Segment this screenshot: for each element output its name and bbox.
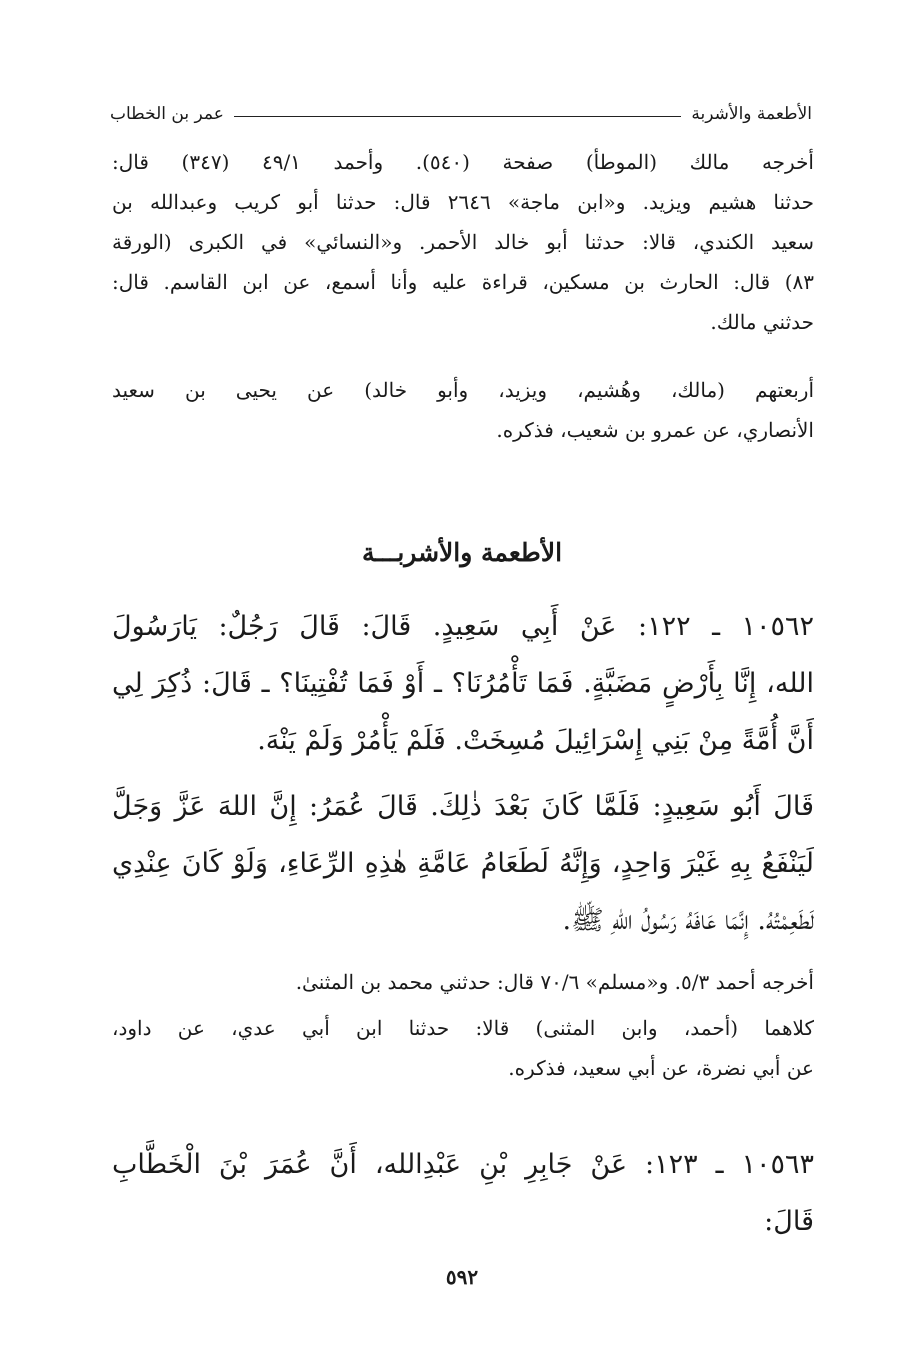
hadith-10563 (112, 1136, 814, 1250)
text-line: أربعتهم (مالك، وهُشيم، ويزيد، وأبو خالد) عن يحيى بن سعيد (112, 378, 814, 402)
hadith-10562-paragraph-1 (112, 598, 814, 769)
hadith-10562-note-paragraph-2 (112, 1008, 814, 1088)
text-line: لَيَنْفَعُ بِهِ غَيْرَ وَاحِدٍ، وَإِنَّهُ لَطَعَامُ عَامَّةِ هٰذِهِ الرِّعَاءِ، وَلَوْ كَانَ عِنْدِي (112, 848, 814, 879)
text-line: قَالَ: (764, 1206, 814, 1237)
text-line: كلاهما (أحمد، وابن المثنى) قالا: حدثنا ابن أبي عدي، عن داود، (112, 1016, 814, 1040)
text-line: قَالَ أَبُو سَعِيدٍ: فَلَمَّا كَانَ بَعْدَ ذٰلِكَ. قَالَ عُمَرُ: إِنَّ اللهَ عَزَّ وَجَلَّ (112, 791, 814, 822)
running-header (110, 96, 812, 132)
footnote-previous (112, 142, 814, 342)
text-line: أَنَّ أُمَّةً مِنْ بَنِي إِسْرَائِيلَ مُسِخَتْ. فَلَمْ يَأْمُرْ وَلَمْ يَنْهَ. (257, 725, 814, 756)
text-line: سعيد الكندي، قالا: حدثنا أبو خالد الأحمر. و«النسائي» في الكبرى (الورقة (112, 230, 814, 254)
text-line: لَطَعِمْتُهُ. إِنَّمَا عَافَهُ رَسُولُ اللهِ ﷺ. (562, 905, 814, 936)
hadith-10562-paragraph-2 (112, 778, 814, 949)
page-number: ٥٩٢ (445, 1265, 479, 1289)
text-line: عن أبي نضرة، عن أبي سعيد، فذكره. (508, 1056, 814, 1080)
text-line: الله، إِنَّا بِأَرْضٍ مَضَبَّةٍ. فَمَا تَأْمُرُنَا؟ ـ أَوْ فَمَا تُفْتِينَا؟ ـ قَالَ: ذُكِرَ لِي (112, 668, 814, 699)
footnote-previous-paragraph-2 (112, 370, 814, 450)
text-line: أخرجه مالك (الموطأ) صفحة (٥٤٠). وأحمد ٤٩/١ (٣٤٧) قال: (112, 150, 814, 174)
section-heading: الأطعمة والأشربـــة (361, 538, 563, 567)
text-line: ٨٣) قال: الحارث بن مسكين، قراءة عليه وأنا أسمع، عن ابن القاسم. قال: (112, 270, 814, 294)
header-book-title: عمر بن الخطاب (110, 104, 224, 124)
text-line: الأنصاري، عن عمرو بن شعيب، فذكره. (496, 418, 814, 442)
text-line: ١٠٥٦٣ ـ ١٢٣: عَنْ جَابِرِ بْنِ عَبْدِالله، أَنَّ عُمَرَ بْنَ الْخَطَّابِ (112, 1149, 814, 1180)
text-line: أخرجه أحمد ٥/٣. و«مسلم» ٧٠/٦ قال: حدثني محمد بن المثنىٰ. (295, 970, 814, 994)
text-line: حدثني مالك. (710, 310, 814, 334)
hadith-10562-note (112, 962, 814, 1002)
text-line: حدثنا هشيم ويزيد. و«ابن ماجة» ٢٦٤٦ قال: حدثنا أبو كريب وعبدالله بن (112, 190, 814, 214)
header-chapter-title: الأطعمة والأشربة (691, 104, 812, 124)
text-line: ١٠٥٦٢ ـ ١٢٢: عَنْ أَبِي سَعِيدٍ. قَالَ: قَالَ رَجُلٌ: يَارَسُولَ (112, 611, 814, 642)
header-rule (234, 116, 682, 117)
